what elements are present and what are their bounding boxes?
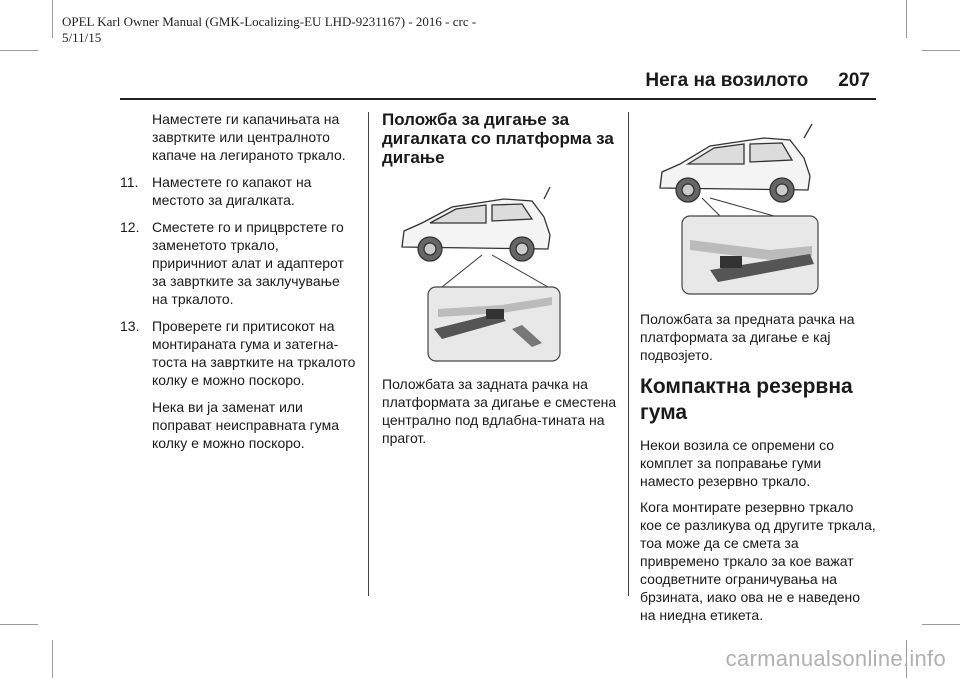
figure-caption: Положбата за предната рачка на платформата за дигање е кај подвозјето.	[640, 311, 855, 363]
step-text: Сместете го и прицврстете го заменетото тркало, приричниот алат и адаптерот за завртките за заклучување на тркалото.	[152, 219, 344, 307]
crop-mark	[0, 624, 38, 625]
step-text: Проверете ги притисокот на монтираната гума и затегна-тоста на завртките на тркалото колку е можно поскоро.	[152, 318, 356, 388]
column-divider	[368, 112, 369, 596]
column-2	[382, 110, 618, 447]
step-number: 12.	[120, 219, 140, 235]
crop-mark	[922, 624, 960, 625]
page-number: 207	[838, 70, 870, 91]
section-heading: Компактна резервна гума	[640, 375, 853, 424]
column-3	[640, 110, 876, 632]
list-item	[120, 218, 358, 308]
watermark: carmanualsonline.info	[725, 646, 946, 671]
body-paragraph: Кога монтирате резервно тркало кое се разликува од другите тркала, тоа може да се смета за привремено тркало за кое важат соодветните ограничувања на брзината, иако ова не е наведено на ниедна етикета.	[640, 499, 876, 623]
crop-mark	[906, 0, 907, 38]
crop-mark	[52, 0, 53, 38]
body-paragraph: Некои возила се опремени со комплет за поправање гуми наместо резервно тркало.	[640, 437, 835, 489]
section-heading: Положба за дигање за дигалката со платформа за дигање	[382, 110, 614, 167]
list-item	[120, 317, 358, 389]
column-divider	[628, 112, 629, 596]
print-metadata-line: OPEL Karl Owner Manual (GMK-Localizing-EU LHD-9231167) - 2016 - crc -	[62, 14, 477, 29]
crop-mark	[0, 50, 38, 51]
car-side-icon	[402, 187, 550, 261]
step-number: 13.	[120, 318, 140, 334]
crop-mark	[922, 50, 960, 51]
step-note: Нека ви ја заменат или поправат неисправната гума колку е можно поскоро.	[152, 399, 340, 451]
list-item	[120, 173, 358, 209]
crop-mark	[52, 640, 53, 678]
print-metadata	[62, 14, 542, 46]
figure-caption: Положбата за задната рачка на платформата за дигање е сместена централно под вдлабна-тината на прагот.	[382, 376, 617, 446]
front-lift-point-illustration	[640, 110, 860, 300]
running-header	[645, 70, 870, 92]
print-metadata-date: 5/11/15	[62, 30, 102, 45]
car-side-icon	[660, 124, 812, 202]
rear-lift-point-illustration	[382, 179, 582, 365]
section-title: Нега на возилото	[645, 70, 809, 91]
step-text: Наместете го капакот на местото за дигалката.	[152, 174, 312, 208]
step-continuation: Наместете ги капачињата на завртките или централното капаче на легираното тркало.	[152, 111, 346, 163]
header-rule	[120, 98, 876, 100]
column-1	[120, 110, 358, 461]
step-number: 11.	[120, 174, 139, 190]
